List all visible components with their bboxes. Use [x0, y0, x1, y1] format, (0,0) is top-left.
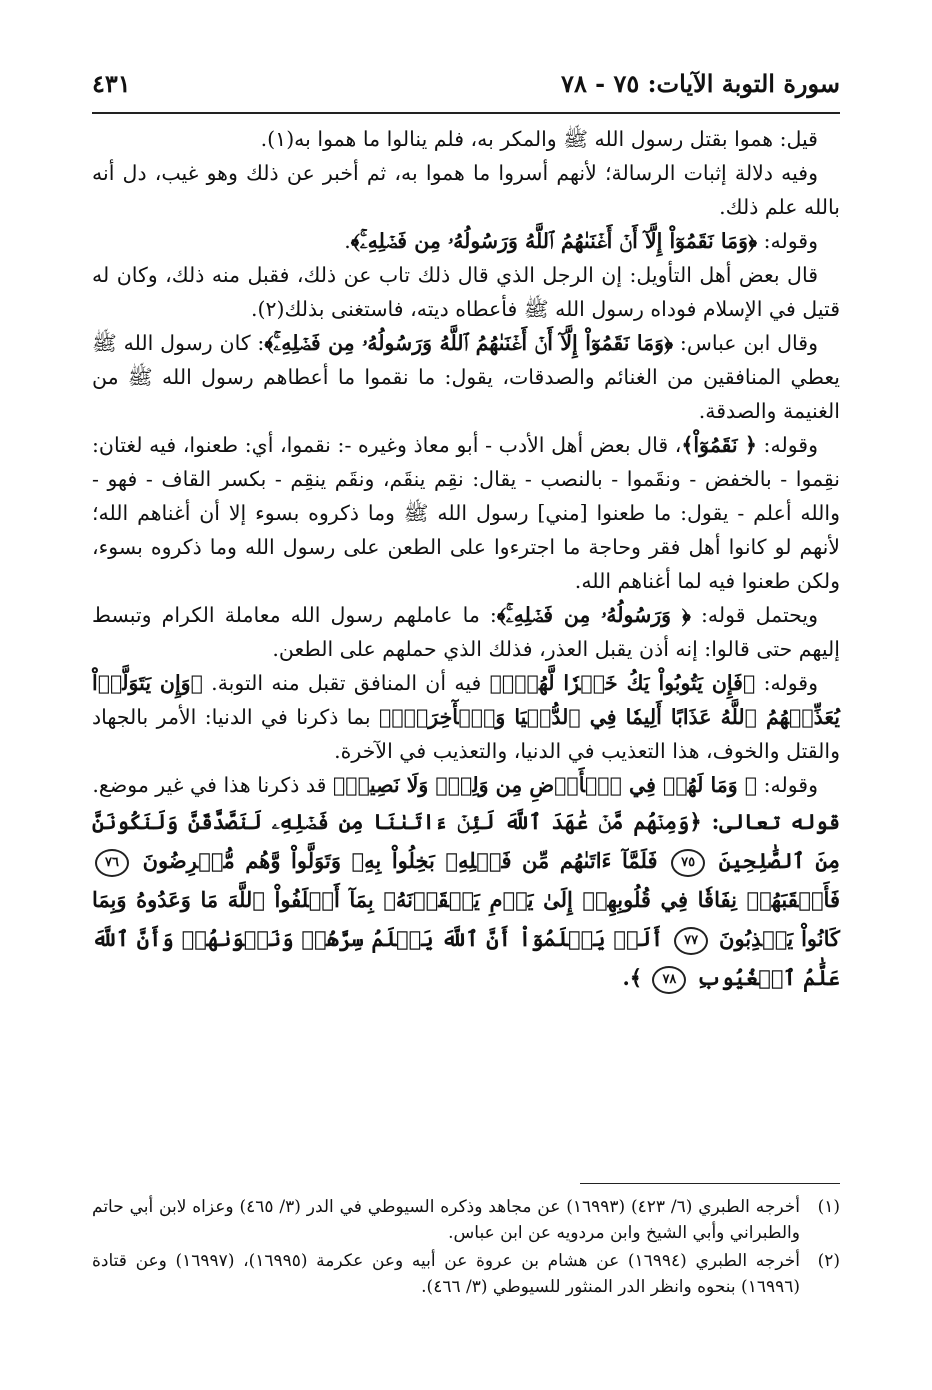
- paragraph: [92, 666, 840, 768]
- paragraph-text: وقوله:: [757, 229, 818, 253]
- footnote-number: (٢): [817, 1251, 840, 1271]
- quran-quote: ﴿وَمَا نَقَمُوٓاْ إِلَّآ أَنۡ أَغۡنَىٰهُمُ ٱللَّهُ وَرَسُولُهُۥ مِن فَضۡلِهِۦۚ﴾: [264, 331, 674, 355]
- verse-segments: [92, 809, 840, 990]
- footnote-text: أخرجه الطبري (١٦٩٩٤) عن هشام بن عروة عن أبيه وعن عكرمة (١٦٩٩٥)، (١٦٩٩٧) وعن قتادة (١٦٩٩٦) بنحوه وانظر الدر المنثور للسيوطي (٣/ ٤٦٦).: [92, 1251, 801, 1297]
- page-header: [92, 64, 840, 98]
- quran-quote: ﴿وَإِن يَتَوَلَّوۡاْ يُعَذِّبۡهُمُ ٱللَّهُ عَذَابًا أَلِيمٗا فِي ٱلدُّنۡيَا وَٱلۡأٓخِرَةِۚ﴾: [92, 671, 840, 729]
- main-text: [92, 122, 840, 997]
- verse-text: ﴿وَمِنۡهُم مَّنۡ عَٰهَدَ ٱللَّهَ لَئِنۡ ءَاتَىٰنَا مِن فَضۡلِهِۦ لَنَصَّدَّقَنَّ وَلَنَكُونَنَّ مِنَ ٱلصَّٰلِحِينَ: [92, 809, 841, 873]
- quran-quote: ﴿ وَمَا لَهُمۡ فِي ٱلۡأَرۡضِ مِن وَلِيّٖ وَلَا نَصِيرٖ﴾: [332, 773, 758, 797]
- verse-label: قوله تعالى:: [711, 809, 840, 834]
- footnote: [92, 1248, 840, 1300]
- paragraph-text: قال بعض أهل التأويل: إن الرجل الذي قال ذلك تاب عن ذلك، فقبل منه ذلك، وكان له قتيل في الإسلام فوداه رسول الله ﷺ فأعطاه ديته، فاستغنى بذلك(٢).: [92, 263, 840, 321]
- quran-quote: ﴿فَإِن يَتُوبُواْ يَكُ خَيۡرٗا لَّهُمۡۖ﴾: [489, 671, 756, 695]
- verse-text: فَلَمَّآ ءَاتَىٰهُم مِّن فَضۡلِهِۦ بَخِلُواْ بِهِۦ وَتَوَلَّواْ وَّهُم مُّعۡرِضُونَ: [142, 848, 658, 873]
- paragraph: [92, 598, 840, 666]
- ayah-number-marker: ٧٥: [671, 849, 705, 877]
- paragraph-text: قيل: هموا بقتل رسول الله ﷺ والمكر به، فلم ينالوا ما هموا به(١).: [260, 127, 818, 151]
- quran-quote: ﴿وَمَا نَقَمُوٓاْ إِلَّآ أَنۡ أَغۡنَىٰهُمُ ٱللَّهُ وَرَسُولُهُۥ مِن فَضۡلِهِۦۚ﴾: [350, 229, 758, 253]
- ayah-number-marker: ٧٧: [674, 927, 708, 955]
- paragraph: [92, 768, 840, 802]
- footnote-rule: [580, 1183, 840, 1184]
- ayah-number-marker: ٧٦: [95, 849, 129, 877]
- ayah-number-marker: ٧٨: [652, 966, 686, 994]
- header-rule: [92, 112, 840, 114]
- paragraph-text: بما ذكرنا في الدنيا: الأمر بالجهاد والقتل والخوف، هذا التعذيب في الدنيا، والتعذيب في الآخرة.: [92, 705, 840, 763]
- paragraph-text: وقوله:: [757, 773, 818, 797]
- page-number: ٤٣١: [92, 69, 131, 98]
- paragraph-text: وفيه دلالة إثبات الرسالة؛ لأنهم أسروا ما هموا به، ثم أخبر عن ذلك وهو غيب، دل أنه بالله علم ذلك.: [92, 161, 840, 219]
- paragraph-text: وقال ابن عباس:: [673, 331, 819, 355]
- footnote-text: أخرجه الطبري (٦/ ٤٢٣) (١٦٩٩٣) عن مجاهد وذكره السيوطي في الدر (٣/ ٤٦٥) وعزاه لابن أبي حاتم والطبراني وأبي الشيخ وابن مردويه عن ابن عباس.: [92, 1197, 800, 1243]
- paragraph-text: وقوله:: [756, 433, 818, 457]
- verse-closing: ﴾.: [622, 965, 643, 990]
- footnote: [92, 1194, 840, 1246]
- paragraph-text: .: [344, 229, 351, 253]
- paragraph-text: قد ذكرنا هذا في غير موضع.: [92, 773, 333, 797]
- quran-quote: ﴿ وَرَسُولُهُۥ مِن فَضۡلِهِۦۚ﴾: [496, 603, 691, 627]
- verse-text: أَلَمۡ يَعۡلَمُوٓاْ أَنَّ ٱللَّهَ يَعۡلَمُ سِرَّهُمۡ وَنَجۡوَىٰهُمۡ وَأَنَّ ٱللَّهَ عَلَّٰمُ ٱلۡغُيُوبِ: [92, 926, 840, 990]
- verse-block: [92, 802, 840, 997]
- paragraph: [92, 258, 840, 326]
- paragraph: [92, 428, 840, 598]
- running-title: سورة التوبة الآيات: ٧٥ - ٧٨: [561, 69, 840, 98]
- paragraph-text: ويحتمل قوله:: [690, 603, 818, 627]
- paragraph-text: : ما عاملهم رسول الله معاملة الكرام وتبسط إليهم حتى قالوا: إنه أذن يقبل العذر، فذلك الذي حملهم على الطعن.: [92, 603, 840, 661]
- commentary-paragraphs: [92, 122, 840, 802]
- footnote-number: (١): [817, 1197, 840, 1217]
- quran-quote: ﴿ نَقَمُوٓاْ﴾: [681, 433, 757, 457]
- paragraph: [92, 122, 840, 156]
- verse-text: فَأَعۡقَبَهُمۡ نِفَاقٗا فِي قُلُوبِهِمۡ إِلَىٰ يَوۡمِ يَلۡقَوۡنَهُۥ بِمَآ أَخۡلَفُواْ ٱللَّهَ مَا وَعَدُوهُ وَبِمَا كَانُواْ يَكۡذِبُونَ: [92, 887, 841, 951]
- paragraph: [92, 224, 840, 258]
- paragraph: [92, 326, 840, 428]
- paragraph-text: وقوله:: [755, 671, 818, 695]
- footnotes: [92, 1194, 840, 1302]
- paragraph: [92, 156, 840, 224]
- paragraph-text: : كان رسول الله ﷺ يعطي المنافقين من الغنائم والصدقات، يقول: ما نقموا ما أعطاهم رسول الله ﷺ من الغنيمة والصدقة.: [92, 331, 840, 423]
- paragraph-text: فيه أن المنافق تقبل منه التوبة.: [202, 671, 490, 695]
- paragraph-text: ، قال بعض أهل الأدب - أبو معاذ وغيره -: نقموا، أي: طعنوا، فيه لغتان: نقِموا - بالخفض - ونقَموا - بالنصب - يقال: نقِم ينقَم، ونقَم ينقِم - بكسر القاف - فهو - والله أعلم - يقول: ما طعنوا [مني] رسول الله ﷺ وما ذكروه بسوء إلا أن أغناهم الله؛ لأنهم لو كانوا أهل فقر وحاجة ما اجترءوا على الطعن على رسول الله وما ذكروه بسوء، ولكن طعنوا فيه لما أغناهم الله.: [92, 433, 840, 593]
